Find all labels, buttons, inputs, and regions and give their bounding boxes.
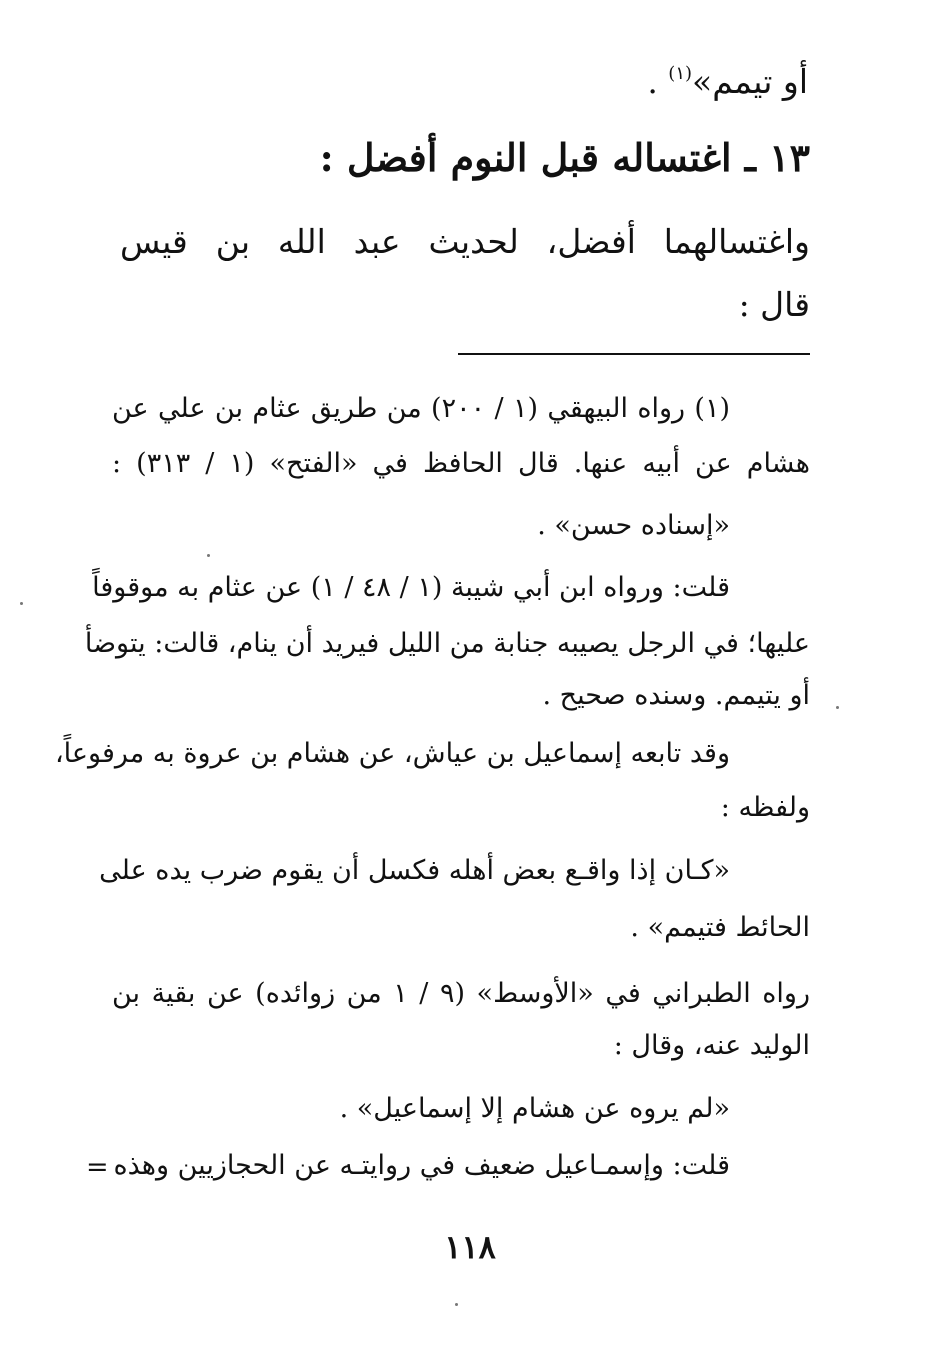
scan-speck — [836, 706, 839, 709]
section-heading: ١٣ ـ اغتساله قبل النوم أفضل : — [319, 135, 810, 180]
footnote-line: «لم يروه عن هشام إلا إسماعيل» . — [339, 1093, 730, 1124]
top-line-text: أو تيمم» — [692, 62, 808, 101]
footnote-separator — [458, 353, 810, 355]
top-line — [647, 62, 808, 101]
footnote-line: قلت: وإسمـاعيل ضعيف في روايتـه عن الحجازيين وهذه — [113, 1150, 730, 1181]
top-line-end: . — [647, 62, 669, 101]
continuation-mark: = — [86, 1152, 109, 1183]
footnote-line: الوليد عنه، وقال : — [613, 1030, 810, 1061]
page-number: ١١٨ — [444, 1228, 496, 1266]
footnote-line: ولفظه : — [720, 792, 810, 823]
footnote-ref: (١) — [668, 63, 693, 84]
footnote-line: عليها؛ في الرجل يصيبه جنابة من الليل فيريد أن ينام، قالت: يتوضأ — [84, 628, 810, 659]
footnote-line: أو يتيمم. وسنده صحيح . — [542, 680, 810, 711]
footnote-line: «إسناده حسن» . — [537, 510, 730, 541]
footnote-line: قلت: ورواه ابن أبي شيبة (١ / ٤٨ / ١) عن عثام به موقوفاً — [92, 572, 730, 603]
footnote-line: (١) رواه البيهقي (١ / ٢٠٠) من طريق عثام بن علي عن — [112, 393, 731, 424]
footnote-line: «كـان إذا واقـع بعض أهله فكسل أن يقوم ضرب يده على — [99, 855, 730, 886]
footnote-line: رواه الطبراني في «الأوسط» (٩ / ١ من زوائده) عن بقية بن — [112, 978, 811, 1009]
body-line-1: واغتسالهما أفضل، لحديث عبد الله بن قيس — [120, 222, 810, 261]
scan-speck — [207, 554, 210, 557]
footnote-line: وقد تابعه إسماعيل بن عياش، عن هشام بن عروة به مرفوعاً، — [54, 738, 730, 769]
body-line-2: قال : — [738, 285, 810, 324]
footnote-line: هشام عن أبيه عنها. قال الحافظ في «الفتح» (١ / ٣١٣) : — [112, 448, 811, 479]
scan-speck — [20, 602, 23, 605]
footnote-line: الحائط فتيمم» . — [630, 912, 810, 943]
scan-speck — [455, 1303, 458, 1306]
